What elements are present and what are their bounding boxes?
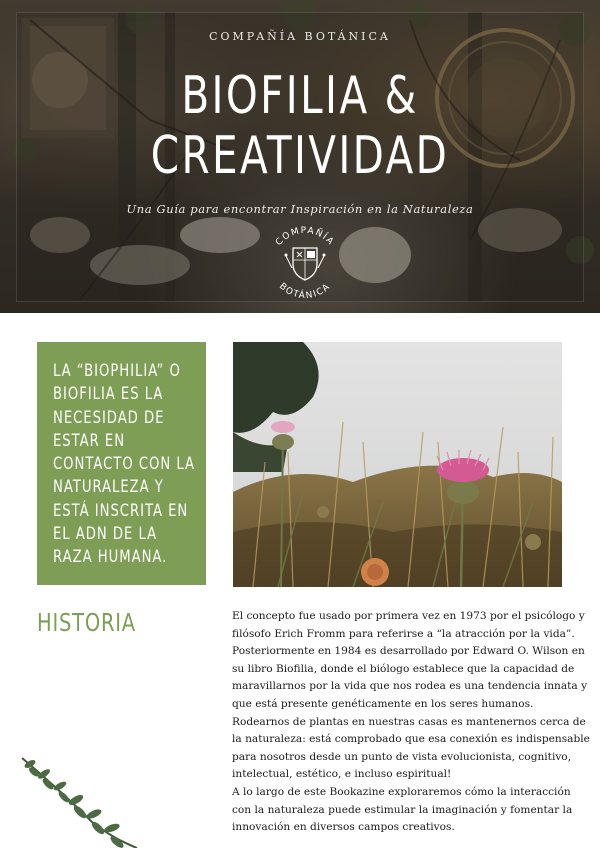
body-line: maravillarnos por la vida que nos rodea es una tendencia innata y — [232, 680, 588, 693]
quote-line: CONTACTO CON LA — [53, 454, 195, 474]
body-line: la naturaleza: está comprobado que esa conexión es indispensable — [232, 733, 590, 746]
body-line: Posteriormente en 1984 es desarrollado por Edward O. Wilson en — [232, 645, 585, 658]
plant-sprig-icon — [12, 752, 142, 848]
page-title — [66, 66, 534, 186]
thistle-photo-image — [233, 342, 562, 587]
page-subtitle: Una Guía para encontrar Inspiración en la Naturaleza — [126, 202, 474, 216]
body-line: intelectual, estético, e incluso espiritual! — [232, 768, 452, 781]
body-line: filósofo Erich Fromm para referirse a “la atracción por la vida”. — [232, 627, 575, 640]
body-line: con la naturaleza puede estimular la imaginación y fomentar la — [232, 803, 573, 816]
thistle-photo — [233, 342, 562, 587]
quote-line: LA “BIOPHILIA” O — [53, 361, 181, 380]
pull-quote — [53, 359, 205, 569]
body-line: su libro Biofilia, donde el biólogo establece que la capacidad de — [232, 662, 575, 675]
quote-line: ESTÁ INSCRITA EN — [53, 500, 189, 520]
quote-line: RAZA HUMANA. — [53, 547, 168, 567]
quote-line: NECESIDAD DE — [53, 407, 165, 427]
svg-text:COMPAÑÍA — [274, 226, 336, 248]
hero-banner — [0, 0, 600, 313]
brand-logo — [262, 220, 348, 306]
body-line: A lo largo de este Bookazine exploraremos cómo la interacción — [232, 785, 571, 798]
title-line-2: CREATIVIDAD — [150, 126, 450, 186]
brand-name: COMPAÑÍA BOTÁNICA — [209, 30, 391, 43]
svg-text:BOTÁNICA — [277, 282, 333, 302]
quote-line: NATURALEZA Y — [53, 477, 164, 497]
historia-body — [232, 608, 590, 837]
quote-line: ESTAR EN — [53, 430, 126, 450]
pull-quote-box — [37, 342, 206, 585]
body-line: innovación en diversos campos creativos. — [232, 821, 455, 834]
body-line: que está presente genéticamente en los seres humanos. — [232, 697, 534, 710]
body-line: Rodearnos de plantas en nuestras casas es mantenernos cerca de — [232, 715, 586, 728]
body-line: para nosotros desde un punto de vista evolucionista, cognitivo, — [232, 750, 572, 763]
logo-arc-top: COMPAÑÍA — [273, 225, 337, 248]
logo-arc-bottom: BOTÁNICA — [277, 281, 333, 302]
body-line: El concepto fue usado por primera vez en 1973 por el psicólogo y — [232, 610, 585, 622]
shield-tools-icon — [285, 248, 326, 280]
quote-line: EL ADN DE LA — [53, 524, 158, 544]
section-heading-historia: HISTORIA — [37, 608, 136, 637]
quote-line: BIOFILIA ES LA — [53, 384, 164, 404]
title-line-1: BIOFILIA & — [181, 66, 419, 126]
